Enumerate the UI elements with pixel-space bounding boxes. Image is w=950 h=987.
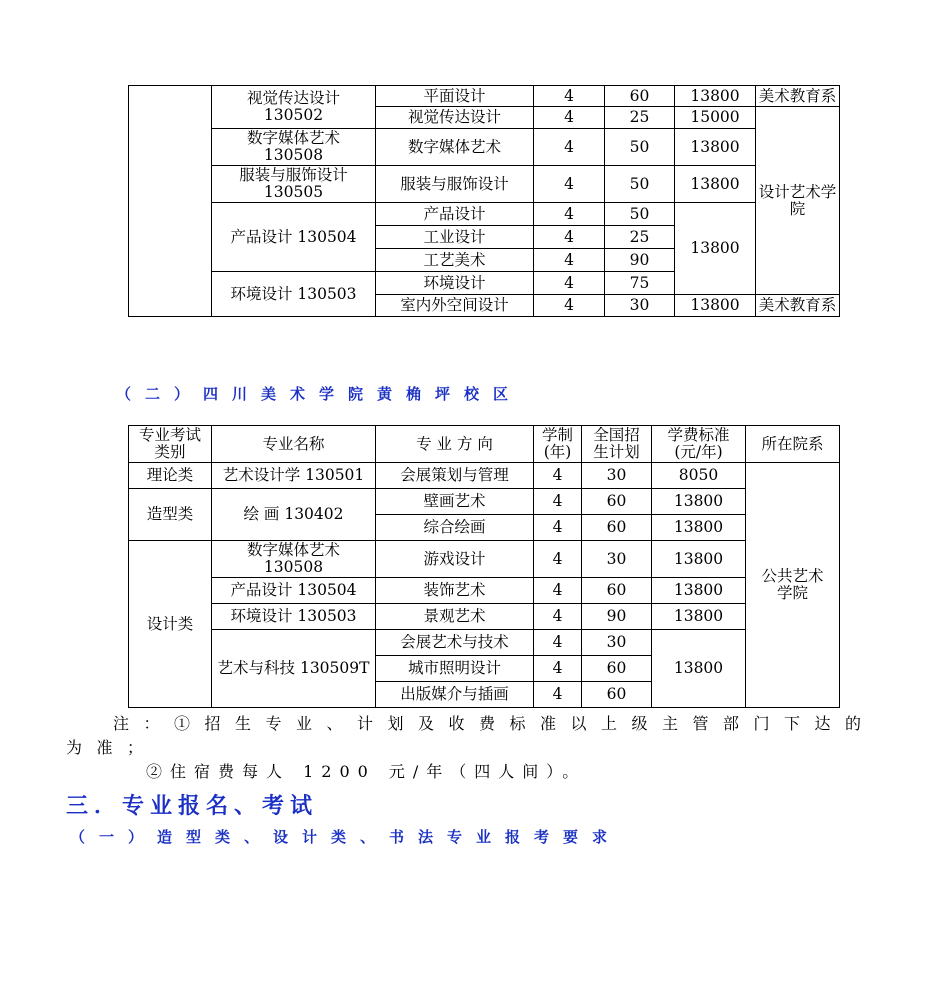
major-cell: 数字媒体艺术 130508 — [212, 129, 376, 166]
years-cell: 4 — [534, 249, 605, 272]
plan-cell: 75 — [605, 272, 675, 295]
plan-cell: 60 — [605, 86, 675, 107]
direction-cell: 会展艺术与技术 — [376, 630, 534, 656]
fee-cell: 13800 — [652, 541, 746, 578]
fee-cell: 15000 — [675, 107, 756, 129]
header-category: 专业考试 类别 — [129, 426, 212, 463]
table-row — [129, 129, 840, 166]
years-cell: 4 — [534, 630, 582, 656]
section-3-title: 三．专业报名、考试 — [66, 794, 319, 819]
plan-cell: 30 — [582, 541, 652, 578]
plan-cell: 30 — [582, 463, 652, 489]
table-huangjueping — [128, 425, 840, 708]
header-years: 学制 (年) — [534, 426, 582, 463]
direction-cell: 工业设计 — [376, 226, 534, 249]
direction-cell: 装饰艺术 — [376, 578, 534, 604]
major-cell: 艺术与科技 130509T — [212, 630, 376, 708]
major-cell: 艺术设计学 130501 — [212, 463, 376, 489]
years-cell: 4 — [534, 272, 605, 295]
header-direction: 专 业 方 向 — [376, 426, 534, 463]
years-cell: 4 — [534, 463, 582, 489]
direction-cell: 游戏设计 — [376, 541, 534, 578]
plan-cell: 60 — [582, 578, 652, 604]
major-cell: 产品设计 130504 — [212, 203, 376, 272]
category-cell: 理论类 — [129, 463, 212, 489]
fee-cell: 13800 — [652, 630, 746, 708]
direction-cell: 数字媒体艺术 — [376, 129, 534, 166]
category-cell: 造型类 — [129, 489, 212, 541]
direction-cell: 景观艺术 — [376, 604, 534, 630]
plan-cell: 60 — [582, 489, 652, 515]
years-cell: 4 — [534, 129, 605, 166]
years-cell: 4 — [534, 203, 605, 226]
direction-cell: 服装与服饰设计 — [376, 166, 534, 203]
table-row — [129, 166, 840, 203]
fee-cell: 13800 — [652, 578, 746, 604]
direction-cell: 平面设计 — [376, 86, 534, 107]
direction-cell: 室内外空间设计 — [376, 295, 534, 317]
fee-cell: 13800 — [652, 604, 746, 630]
header-fee: 学费标准 (元/年) — [652, 426, 746, 463]
years-cell: 4 — [534, 578, 582, 604]
major-cell: 绘 画 130402 — [212, 489, 376, 541]
table-continued — [128, 85, 840, 317]
category-cell: 设计类 — [129, 541, 212, 708]
major-cell: 环境设计 130503 — [212, 604, 376, 630]
years-cell: 4 — [534, 86, 605, 107]
years-cell: 4 — [534, 541, 582, 578]
direction-cell: 会展策划与管理 — [376, 463, 534, 489]
header-major: 专业名称 — [212, 426, 376, 463]
fee-cell: 13800 — [675, 203, 756, 295]
table-row — [129, 578, 840, 604]
plan-cell: 25 — [605, 107, 675, 129]
major-cell: 产品设计 130504 — [212, 578, 376, 604]
note-line-3: ②住宿费每人 1200 元/年（四人间）。 — [146, 762, 587, 781]
fee-cell: 13800 — [675, 86, 756, 107]
fee-cell: 13800 — [675, 295, 756, 317]
direction-cell: 产品设计 — [376, 203, 534, 226]
section-2-title: （二）四川美术学院黄桷坪校区 — [116, 385, 523, 403]
note-line-2: 为准； — [66, 738, 158, 757]
major-cell: 视觉传达设计 130502 — [212, 86, 376, 129]
major-cell: 环境设计 130503 — [212, 272, 376, 317]
fee-cell: 13800 — [675, 166, 756, 203]
direction-cell: 环境设计 — [376, 272, 534, 295]
years-cell: 4 — [534, 682, 582, 708]
section-3-subtitle: （一）造型类、设计类、书法专业报考要求 — [70, 828, 622, 846]
fee-cell: 13800 — [652, 515, 746, 541]
direction-cell: 工艺美术 — [376, 249, 534, 272]
plan-cell: 30 — [582, 630, 652, 656]
category-cell — [129, 86, 212, 317]
years-cell: 4 — [534, 489, 582, 515]
years-cell: 4 — [534, 166, 605, 203]
table-row — [129, 489, 840, 515]
fee-cell: 8050 — [652, 463, 746, 489]
header-plan: 全国招 生计划 — [582, 426, 652, 463]
dept-cell: 设计艺术学 院 — [756, 107, 840, 295]
plan-cell: 60 — [582, 656, 652, 682]
dept-cell: 公共艺术 学院 — [746, 463, 840, 708]
direction-cell: 综合绘画 — [376, 515, 534, 541]
plan-cell: 50 — [605, 203, 675, 226]
years-cell: 4 — [534, 515, 582, 541]
table-row — [129, 630, 840, 656]
note-line-1: 注：①招生专业、计划及收费标准以上级主管部门下达的 — [113, 714, 876, 733]
header-dept: 所在院系 — [746, 426, 840, 463]
table-header-row — [129, 426, 840, 463]
plan-cell: 25 — [605, 226, 675, 249]
plan-cell: 50 — [605, 166, 675, 203]
plan-cell: 60 — [582, 682, 652, 708]
direction-cell: 出版媒介与插画 — [376, 682, 534, 708]
years-cell: 4 — [534, 107, 605, 129]
major-cell: 数字媒体艺术 130508 — [212, 541, 376, 578]
fee-cell: 13800 — [675, 129, 756, 166]
direction-cell: 壁画艺术 — [376, 489, 534, 515]
major-cell: 服装与服饰设计 130505 — [212, 166, 376, 203]
plan-cell: 60 — [582, 515, 652, 541]
years-cell: 4 — [534, 226, 605, 249]
plan-cell: 30 — [605, 295, 675, 317]
table-row — [129, 463, 840, 489]
table-row — [129, 203, 840, 226]
table-row — [129, 86, 840, 107]
direction-cell: 视觉传达设计 — [376, 107, 534, 129]
plan-cell: 90 — [582, 604, 652, 630]
table-row — [129, 604, 840, 630]
plan-cell: 90 — [605, 249, 675, 272]
dept-cell: 美术教育系 — [756, 86, 840, 107]
dept-cell: 美术教育系 — [756, 295, 840, 317]
years-cell: 4 — [534, 295, 605, 317]
fee-cell: 13800 — [652, 489, 746, 515]
years-cell: 4 — [534, 604, 582, 630]
direction-cell: 城市照明设计 — [376, 656, 534, 682]
table-row — [129, 541, 840, 578]
years-cell: 4 — [534, 656, 582, 682]
plan-cell: 50 — [605, 129, 675, 166]
